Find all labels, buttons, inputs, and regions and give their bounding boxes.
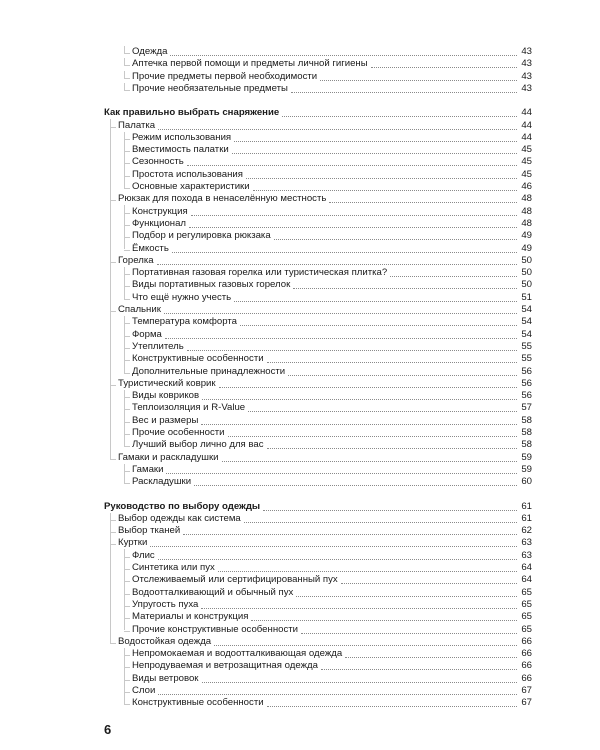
toc-entry-title: Температура комфорта (132, 316, 237, 328)
toc-entry-page-number: 67 (521, 685, 532, 696)
toc-entry-title: Прочие предметы первой необходимости (132, 70, 318, 82)
toc-entry-title: Подбор и регулировка рюкзака (132, 230, 271, 242)
toc-entry-page-number: 45 (521, 156, 532, 168)
tree-hook (124, 65, 130, 66)
tree-rail (124, 267, 125, 299)
toc-entry-page-number: 43 (521, 46, 532, 57)
dot-leader (246, 178, 517, 179)
toc-entry-page-number: 46 (521, 181, 532, 192)
toc-entry-title: Водостойкая одежда (118, 635, 212, 647)
toc-entry-title: Конструктивные особенности (132, 353, 264, 365)
dot-leader (218, 571, 517, 572)
toc-entry[interactable] (132, 292, 532, 304)
toc-entry-title: Куртки (118, 537, 148, 549)
toc-entry[interactable] (118, 537, 532, 549)
toc-entry[interactable] (132, 206, 532, 218)
toc-entry[interactable] (132, 181, 532, 193)
toc-entry-title: Конструкция (132, 205, 188, 217)
toc-entry-title: Дополнительные принадлежности (132, 365, 286, 377)
toc-entry-page-number: 56 (521, 365, 532, 377)
toc-entry[interactable] (132, 476, 532, 488)
toc-entry-page-number: 56 (521, 390, 532, 402)
toc-entry-page-number: 56 (521, 377, 532, 389)
toc-entry[interactable] (118, 513, 532, 525)
toc-entry-title: Гамаки (132, 463, 164, 475)
dot-leader (165, 338, 517, 339)
tree-rail (124, 205, 125, 249)
toc-entry[interactable] (118, 193, 532, 205)
toc-entry[interactable] (132, 46, 532, 58)
toc-entry[interactable] (132, 267, 532, 279)
toc-entry-page-number: 60 (521, 476, 532, 488)
tree-rail (124, 316, 125, 373)
dot-leader (219, 387, 517, 388)
toc-entry-title: Одежда (132, 46, 168, 57)
dot-leader (214, 645, 517, 646)
toc-entry[interactable] (132, 243, 532, 255)
tree-rail (124, 132, 125, 189)
toc-entry[interactable] (132, 697, 532, 709)
dot-leader (251, 620, 517, 621)
toc-entry[interactable] (118, 636, 532, 648)
tree-hook (124, 704, 130, 705)
dot-leader (320, 80, 517, 81)
dot-leader (288, 375, 517, 376)
tree-rail (124, 464, 125, 484)
toc-entry[interactable] (132, 58, 532, 70)
tree-hook (124, 483, 130, 484)
toc-entry-title: Флис (132, 549, 155, 561)
toc-entry-page-number: 55 (521, 340, 532, 352)
toc-entry-title: Непромокаемая и водоотталкивающая одежда (132, 648, 343, 660)
toc-entry-page-number: 54 (521, 304, 532, 315)
dot-leader (158, 694, 517, 695)
toc-entry-title: Упругость пуха (132, 598, 199, 610)
toc-entry[interactable] (132, 390, 532, 402)
toc-entry[interactable] (132, 71, 532, 83)
dot-leader (187, 350, 517, 351)
tree-hook (124, 299, 130, 300)
dot-leader (232, 153, 517, 154)
toc-entry-title: Спальник (118, 304, 161, 315)
toc-entry-page-number: 59 (521, 451, 532, 463)
toc-entry-title: Виды ветровок (132, 672, 199, 684)
dot-leader (291, 92, 517, 93)
toc-entry-page-number: 54 (521, 328, 532, 340)
toc-entry[interactable] (132, 624, 532, 636)
toc-entry[interactable] (132, 550, 532, 562)
toc-entry[interactable] (132, 366, 532, 378)
dot-leader (234, 141, 517, 142)
dot-leader (267, 706, 517, 707)
tree-rail (124, 46, 125, 53)
tree-rail (124, 71, 125, 78)
toc-entry[interactable] (132, 415, 532, 427)
tree-hook (124, 250, 130, 251)
toc-entry-page-number: 58 (521, 414, 532, 426)
toc-entry-title: Функционал (132, 217, 187, 229)
tree-hook (124, 188, 130, 189)
toc-entry[interactable] (132, 562, 532, 574)
dot-leader (158, 559, 517, 560)
toc-entry-title: Теплоизоляция и R-Value (132, 402, 246, 414)
toc-entry[interactable] (118, 452, 532, 464)
dot-leader (228, 436, 518, 437)
dot-leader (150, 546, 517, 547)
toc-entry-title: Основные характеристики (132, 181, 250, 192)
toc-entry[interactable] (132, 685, 532, 697)
toc-entry-page-number: 55 (521, 353, 532, 365)
toc-entry-title: Гамаки и раскладушки (118, 451, 219, 463)
toc-entry-title: Выбор одежды как система (118, 512, 241, 524)
toc-entry-title: Портативная газовая горелка или туристическая плитка? (132, 267, 388, 279)
toc-entry-page-number: 65 (521, 611, 532, 623)
toc-entry-title: Сезонность (132, 156, 184, 168)
dot-leader (341, 583, 517, 584)
toc-entry-title: Прочие особенности (132, 427, 225, 438)
dot-leader (248, 411, 517, 412)
dot-leader (371, 67, 517, 68)
toc-entry[interactable] (132, 439, 532, 451)
toc-entry-title: Прочие необязательные предметы (132, 82, 288, 94)
toc-entry-title: Рюкзак для похода в ненаселённую местность (118, 193, 327, 205)
toc-entry[interactable] (132, 599, 532, 611)
toc-entry-title: Простота использования (132, 168, 243, 180)
tree-hook (124, 373, 130, 374)
toc-entry[interactable] (132, 574, 532, 586)
tree-hook (110, 643, 116, 644)
dot-leader (274, 239, 517, 240)
toc-entry-page-number: 58 (521, 439, 532, 451)
toc-entry-title: Форма (132, 328, 162, 340)
toc-entry-page-number: 66 (521, 648, 532, 660)
toc-entry-page-number: 48 (521, 205, 532, 217)
toc-entry[interactable] (132, 353, 532, 365)
dot-leader (240, 325, 517, 326)
toc-entry[interactable] (132, 144, 532, 156)
tree-rail (124, 648, 125, 705)
toc-entry-page-number: 48 (521, 193, 532, 205)
toc-entry[interactable] (104, 501, 532, 513)
dot-leader (187, 165, 517, 166)
toc-entry[interactable] (118, 304, 532, 316)
toc-entry-title: Палатка (118, 119, 156, 131)
toc-entry-page-number: 63 (521, 549, 532, 561)
toc-entry-page-number: 58 (521, 427, 532, 438)
toc-entry-page-number: 45 (521, 144, 532, 156)
dot-leader (170, 55, 517, 56)
toc-entry-page-number: 49 (521, 242, 532, 254)
tree-hook (124, 53, 130, 54)
dot-leader (301, 633, 517, 634)
toc-entry-title: Аптечка первой помощи и предметы личной гигиены (132, 58, 368, 70)
dot-leader (222, 461, 517, 462)
toc-entry-title: Материалы и конструкция (132, 611, 249, 623)
toc-entry-page-number: 43 (521, 82, 532, 94)
toc-entry-page-number: 64 (521, 574, 532, 586)
toc-entry-title: Синтетика или пух (132, 562, 215, 573)
toc-entry-page-number: 48 (521, 217, 532, 229)
dot-leader (321, 669, 517, 670)
toc-entry-title: Конструктивные особенности (132, 697, 264, 709)
toc-entry-page-number: 44 (521, 131, 532, 143)
toc-entry-page-number: 44 (521, 119, 532, 131)
toc-entry-page-number: 63 (521, 537, 532, 549)
tree-rail (124, 390, 125, 447)
toc-entry-title: Что ещё нужно учесть (132, 291, 232, 303)
tree-hook (124, 446, 130, 447)
dot-leader (172, 252, 517, 253)
toc-entry[interactable] (104, 107, 532, 119)
toc-entry-page-number: 50 (521, 279, 532, 291)
toc-entry[interactable] (132, 156, 532, 168)
toc-entry-title: Вместимость палатки (132, 144, 229, 156)
toc-entry-title: Утеплитель (132, 340, 184, 352)
toc-entry-page-number: 65 (521, 586, 532, 598)
dot-leader (158, 129, 517, 130)
toc-entry-page-number: 61 (521, 512, 532, 524)
toc-entry[interactable] (132, 218, 532, 230)
toc-entry[interactable] (132, 673, 532, 685)
toc-entry[interactable] (132, 341, 532, 353)
toc-entry[interactable] (132, 83, 532, 95)
tree-rail (124, 58, 125, 65)
dot-leader (282, 116, 517, 117)
toc-entry[interactable] (132, 427, 532, 439)
dot-leader (194, 485, 517, 486)
dot-leader (390, 276, 517, 277)
tree-hook (110, 459, 116, 460)
toc-entry-title: Лучший выбор лично для вас (132, 439, 264, 451)
toc-entry[interactable] (132, 402, 532, 414)
toc-entry-title: Прочие конструктивные особенности (132, 623, 298, 635)
toc-entry[interactable] (132, 316, 532, 328)
dot-leader (296, 596, 517, 597)
dot-leader (201, 424, 517, 425)
dot-leader (263, 510, 517, 511)
dot-leader (201, 608, 517, 609)
dot-leader (234, 301, 517, 302)
toc-entry-title: Горелка (118, 254, 154, 266)
toc-entry-page-number: 57 (521, 402, 532, 414)
page-number: 6 (104, 722, 112, 737)
tree-rail (110, 513, 111, 643)
toc-entry-page-number: 50 (521, 267, 532, 279)
toc-entry-page-number: 64 (521, 562, 532, 573)
toc-entry[interactable] (132, 660, 532, 672)
toc-entry-title: Ёмкость (132, 242, 169, 254)
toc-entry-page-number: 54 (521, 316, 532, 328)
toc-entry-page-number: 43 (521, 70, 532, 82)
toc-entry-title: Режим использования (132, 131, 232, 143)
toc-entry[interactable] (118, 120, 532, 132)
toc-entry[interactable] (118, 255, 532, 267)
toc-entry[interactable] (132, 169, 532, 181)
dot-leader (183, 534, 517, 535)
toc-entry-page-number: 66 (521, 672, 532, 684)
toc-entry-title: Туристический коврик (118, 377, 216, 389)
toc-entry-title: Виды ковриков (132, 390, 200, 402)
toc-entry[interactable] (118, 525, 532, 537)
dot-leader (267, 362, 517, 363)
toc-entry[interactable] (118, 378, 532, 390)
toc-entry[interactable] (132, 279, 532, 291)
dot-leader (166, 473, 517, 474)
toc-entry-title: Непродуваемая и ветрозащитная одежда (132, 660, 318, 672)
dot-leader (191, 215, 517, 216)
dot-leader (293, 288, 517, 289)
toc-entry-page-number: 67 (521, 697, 532, 709)
dot-leader (253, 190, 517, 191)
toc-entry-page-number: 49 (521, 230, 532, 242)
toc-entry[interactable] (132, 648, 532, 660)
toc-entry[interactable] (132, 464, 532, 476)
toc-entry-title: Водоотталкивающий и обычный пух (132, 586, 294, 598)
dot-leader (164, 313, 517, 314)
tree-hook (124, 78, 130, 79)
toc-entry-title: Отслеживаемый или сертифицированный пух (132, 574, 338, 586)
toc-entry-page-number: 61 (521, 500, 532, 512)
toc-entry[interactable] (132, 329, 532, 341)
dot-leader (345, 657, 517, 658)
dot-leader (157, 264, 517, 265)
toc-entry-title: Вес и размеры (132, 414, 199, 426)
tree-rail (110, 119, 111, 458)
toc-entry-title: Раскладушки (132, 476, 192, 488)
toc-entry[interactable] (132, 132, 532, 144)
tree-hook (124, 631, 130, 632)
toc-entry[interactable] (132, 587, 532, 599)
toc-entry-title: Слои (132, 685, 156, 696)
toc-entry-page-number: 44 (521, 107, 532, 119)
toc-entry-page-number: 45 (521, 168, 532, 180)
dot-leader (202, 682, 517, 683)
dot-leader (189, 227, 517, 228)
dot-leader (244, 522, 517, 523)
toc-entry-page-number: 66 (521, 660, 532, 672)
toc-entry-title: Выбор тканей (118, 525, 181, 537)
tree-rail (124, 549, 125, 630)
toc-entry-title: Руководство по выбору одежды (104, 500, 261, 512)
toc-entry-page-number: 65 (521, 598, 532, 610)
toc-entry[interactable] (132, 611, 532, 623)
toc-entry-page-number: 65 (521, 623, 532, 635)
tree-hook (124, 90, 130, 91)
toc-entry-page-number: 51 (521, 291, 532, 303)
tree-rail (124, 83, 125, 90)
toc-entry-page-number: 59 (521, 463, 532, 475)
toc-entry[interactable] (132, 230, 532, 242)
toc-entry-page-number: 62 (521, 525, 532, 537)
toc-entry-title: Как правильно выбрать снаряжение (104, 107, 280, 119)
dot-leader (267, 448, 517, 449)
dot-leader (329, 202, 517, 203)
toc-entry-page-number: 50 (521, 254, 532, 266)
toc-entry-title: Виды портативных газовых горелок (132, 279, 291, 291)
toc-entry-page-number: 66 (521, 635, 532, 647)
dot-leader (202, 399, 517, 400)
toc-entry-page-number: 43 (521, 58, 532, 70)
